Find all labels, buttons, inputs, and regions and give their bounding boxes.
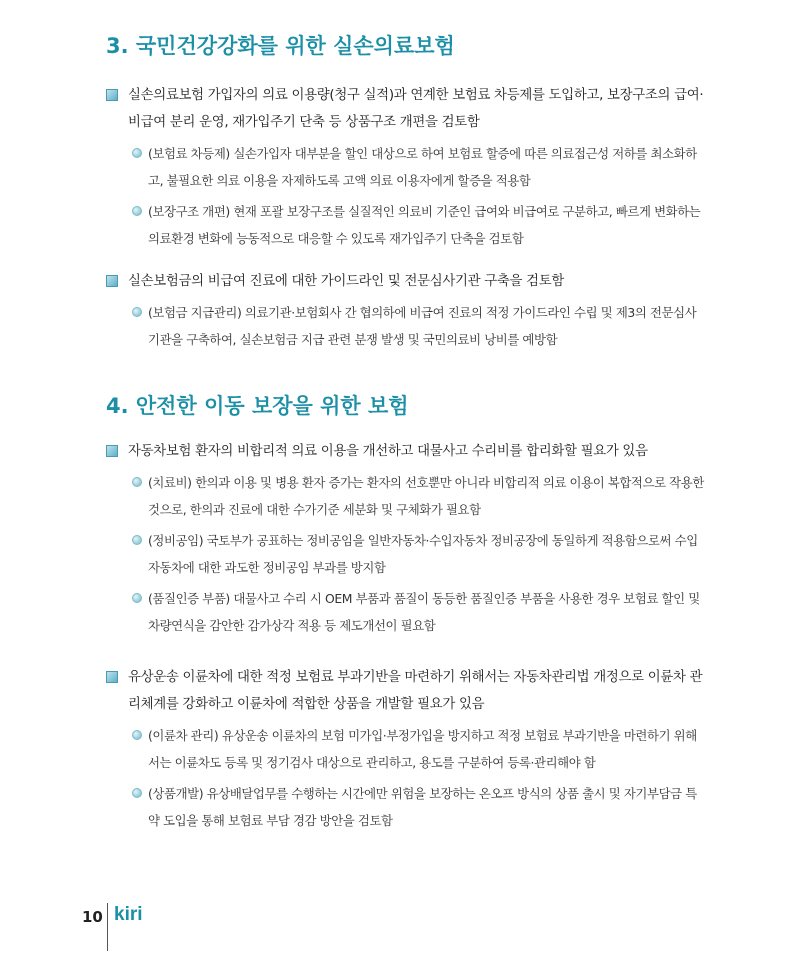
sub-bullet: [130, 527, 706, 581]
main-bullet-text: 유상운송 이륜차에 대한 적정 보험료 부과기반을 마련하기 위해서는 자동차관리법 개정으로 이륜차 관리체계를 강화하고 이륜차에 적합한 상품을 개발할 필요가 있음: [128, 670, 703, 712]
main-bullet: [106, 268, 706, 295]
circle-bullet-icon: [132, 730, 142, 740]
main-bullet: [106, 82, 706, 136]
page-number: 10: [82, 908, 103, 926]
square-bullet-icon: [106, 275, 118, 287]
sub-bullet-text: (보장구조 개편) 현재 포괄 보장구조를 실질적인 의료비 기준인 급여와 비급여로 구분하고, 빠르게 변화하는 의료환경 변화에 능동적으로 대응할 수 있도록 재가입주기 단축을 검토함: [148, 204, 701, 246]
main-bullet-text: 실손보험금의 비급여 진료에 대한 가이드라인 및 전문심사기관 구축을 검토함: [128, 274, 564, 289]
main-bullet-block: [106, 664, 706, 834]
main-bullet: [106, 664, 706, 718]
square-bullet-icon: [106, 445, 118, 457]
sub-bullet-text: (품질인증 부품) 대물사고 수리 시 OEM 부품과 품질이 동등한 품질인증 부품을 사용한 경우 보험료 할인 및 차량연식을 감안한 감가상각 적용 등 제도개선이 필요함: [148, 591, 700, 633]
sub-bullet: [130, 722, 706, 776]
circle-bullet-icon: [132, 148, 142, 158]
main-bullet-text: 실손의료보험 가입자의 의료 이용량(청구 실적)과 연계한 보험료 차등제를 도입하고, 보장구조의 급여·비급여 분리 운영, 재가입주기 단축 등 상품구조 개편을 검토함: [128, 88, 704, 130]
circle-bullet-icon: [132, 535, 142, 545]
footer-divider: [107, 903, 108, 951]
circle-bullet-icon: [132, 307, 142, 317]
circle-bullet-icon: [132, 206, 142, 216]
sub-bullet-text: (상품개발) 유상배달업무를 수행하는 시간에만 위험을 보장하는 온오프 방식의 상품 출시 및 자기부담금 특약 도입을 통해 보험료 부담 경감 방안을 검토함: [148, 786, 697, 828]
main-bullet-block: [106, 438, 706, 639]
circle-bullet-icon: [132, 477, 142, 487]
sub-bullet: [130, 299, 706, 353]
square-bullet-icon: [106, 89, 118, 101]
circle-bullet-icon: [132, 788, 142, 798]
sub-bullet: [130, 469, 706, 523]
sub-bullet-text: (보험료 차등제) 실손가입자 대부분을 할인 대상으로 하여 보험료 할증에 따른 의료접근성 저하를 최소화하고, 불필요한 의료 이용을 자제하도록 고액 의료 이용자에게 할증을 적용함: [148, 146, 697, 188]
sub-bullet-text: (정비공임) 국토부가 공표하는 정비공임을 일반자동차·수입자동차 정비공장에 동일하게 적용함으로써 수입자동차에 대한 과도한 정비공임 부과를 방지함: [148, 533, 698, 575]
main-bullet-text: 자동차보험 환자의 비합리적 의료 이용을 개선하고 대물사고 수리비를 합리화할 필요가 있음: [128, 444, 648, 459]
circle-bullet-icon: [132, 593, 142, 603]
section-title: 3. 국민건강강화를 위한 실손의료보험: [106, 34, 455, 58]
main-bullet: [106, 438, 706, 465]
sub-bullet: [130, 140, 706, 194]
sub-bullet-text: (치료비) 한의과 이용 및 병용 환자 증가는 환자의 선호뿐만 아니라 비합리적 의료 이용이 복합적으로 작용한 것으로, 한의과 진료에 대한 수가기준 세분화 및 구체화가 필요함: [148, 475, 704, 517]
sub-bullet: [130, 780, 706, 834]
sub-bullet-text: (보험금 지급관리) 의료기관·보험회사 간 협의하에 비급여 진료의 적정 가이드라인 수립 및 제3의 전문심사기관을 구축하여, 실손보험금 지급 관련 분쟁 발생 및 국민의료비 낭비를 예방함: [148, 305, 697, 347]
sub-bullet-text: (이륜차 관리) 유상운송 이륜차의 보험 미가입·부정가입을 방지하고 적정 보험료 부과기반을 마련하기 위해서는 이륜차도 등록 및 정기검사 대상으로 관리하고, 용도를 구분하여 등록·관리해야 함: [148, 728, 697, 770]
kiri-logo: kiri: [114, 904, 143, 925]
main-bullet-block: [106, 268, 706, 353]
sub-bullet: [130, 198, 706, 252]
main-bullet-block: [106, 82, 706, 252]
section-title: 4. 안전한 이동 보장을 위한 보험: [106, 394, 409, 418]
square-bullet-icon: [106, 671, 118, 683]
sub-bullet: [130, 585, 706, 639]
